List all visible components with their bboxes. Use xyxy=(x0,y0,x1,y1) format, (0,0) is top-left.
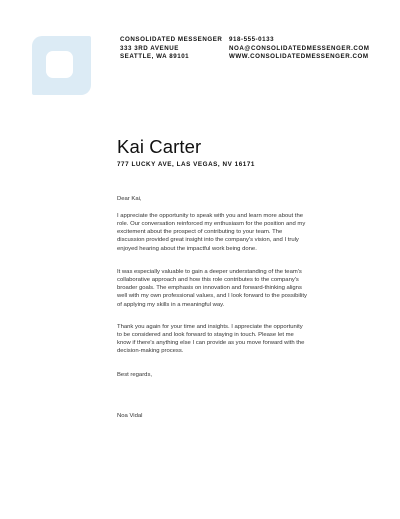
paragraph-line: role. Our conversation reinforced my enthusiasm for the position and my xyxy=(117,221,306,228)
sender-contact-block xyxy=(229,36,369,62)
logo-cutout xyxy=(46,51,73,78)
paragraph-line: It was especially valuable to gain a deeper understanding of the team's xyxy=(117,269,302,275)
sender-city: SEATTLE, WA 89101 xyxy=(120,53,190,61)
paragraph-1 xyxy=(117,212,379,253)
sender-address-block xyxy=(120,36,222,62)
company-logo-icon xyxy=(32,36,91,95)
recipient-name: Kai Carter xyxy=(117,136,202,157)
paragraph-3 xyxy=(117,323,379,356)
paragraph-line: enjoyed hearing about the impactful work being done. xyxy=(117,245,257,252)
paragraph-line: well with my own professional values, and I look forward to the possibility xyxy=(117,293,307,300)
paragraph-line: excitement about the prospect of contributing to your team. The xyxy=(117,229,283,236)
signature-name: Noa Vidal xyxy=(117,413,143,419)
paragraph-line: discussion provided great insight into the company's vision, and I truly xyxy=(117,237,299,244)
paragraph-line: Thank you again for your time and insights. I appreciate the opportunity xyxy=(117,324,303,330)
sender-company: CONSOLIDATED MESSENGER xyxy=(120,36,223,43)
paragraph-line: collaborative approach and how this role contributes to the company's xyxy=(117,277,299,284)
paragraph-line: I appreciate the opportunity to speak with you and learn more about the xyxy=(117,213,304,219)
sender-street: 333 3RD AVENUE xyxy=(120,44,179,52)
paragraph-line: to be considered and look forward to staying in touch. Please let me xyxy=(117,332,294,339)
sender-website: WWW.CONSOLIDATEDMESSENGER.COM xyxy=(229,53,369,61)
paragraph-line: of applying my skills in a meaningful way. xyxy=(117,301,225,308)
paragraph-line: decision-making process. xyxy=(117,348,184,355)
paragraph-2 xyxy=(117,268,379,309)
sender-email: NOA@CONSOLIDATEDMESSENGER.COM xyxy=(229,44,370,52)
salutation: Dear Kai, xyxy=(117,196,142,202)
sender-phone: 918-555-0133 xyxy=(229,36,275,43)
recipient-address: 777 LUCKY AVE, LAS VEGAS, NV 16171 xyxy=(117,161,255,168)
paragraph-line: broader goals. The emphasis on innovation and forward-thinking aligns xyxy=(117,285,302,292)
closing: Best regards, xyxy=(117,372,153,378)
paragraph-line: know if there's anything else I can provide as you move forward with the xyxy=(117,340,305,347)
